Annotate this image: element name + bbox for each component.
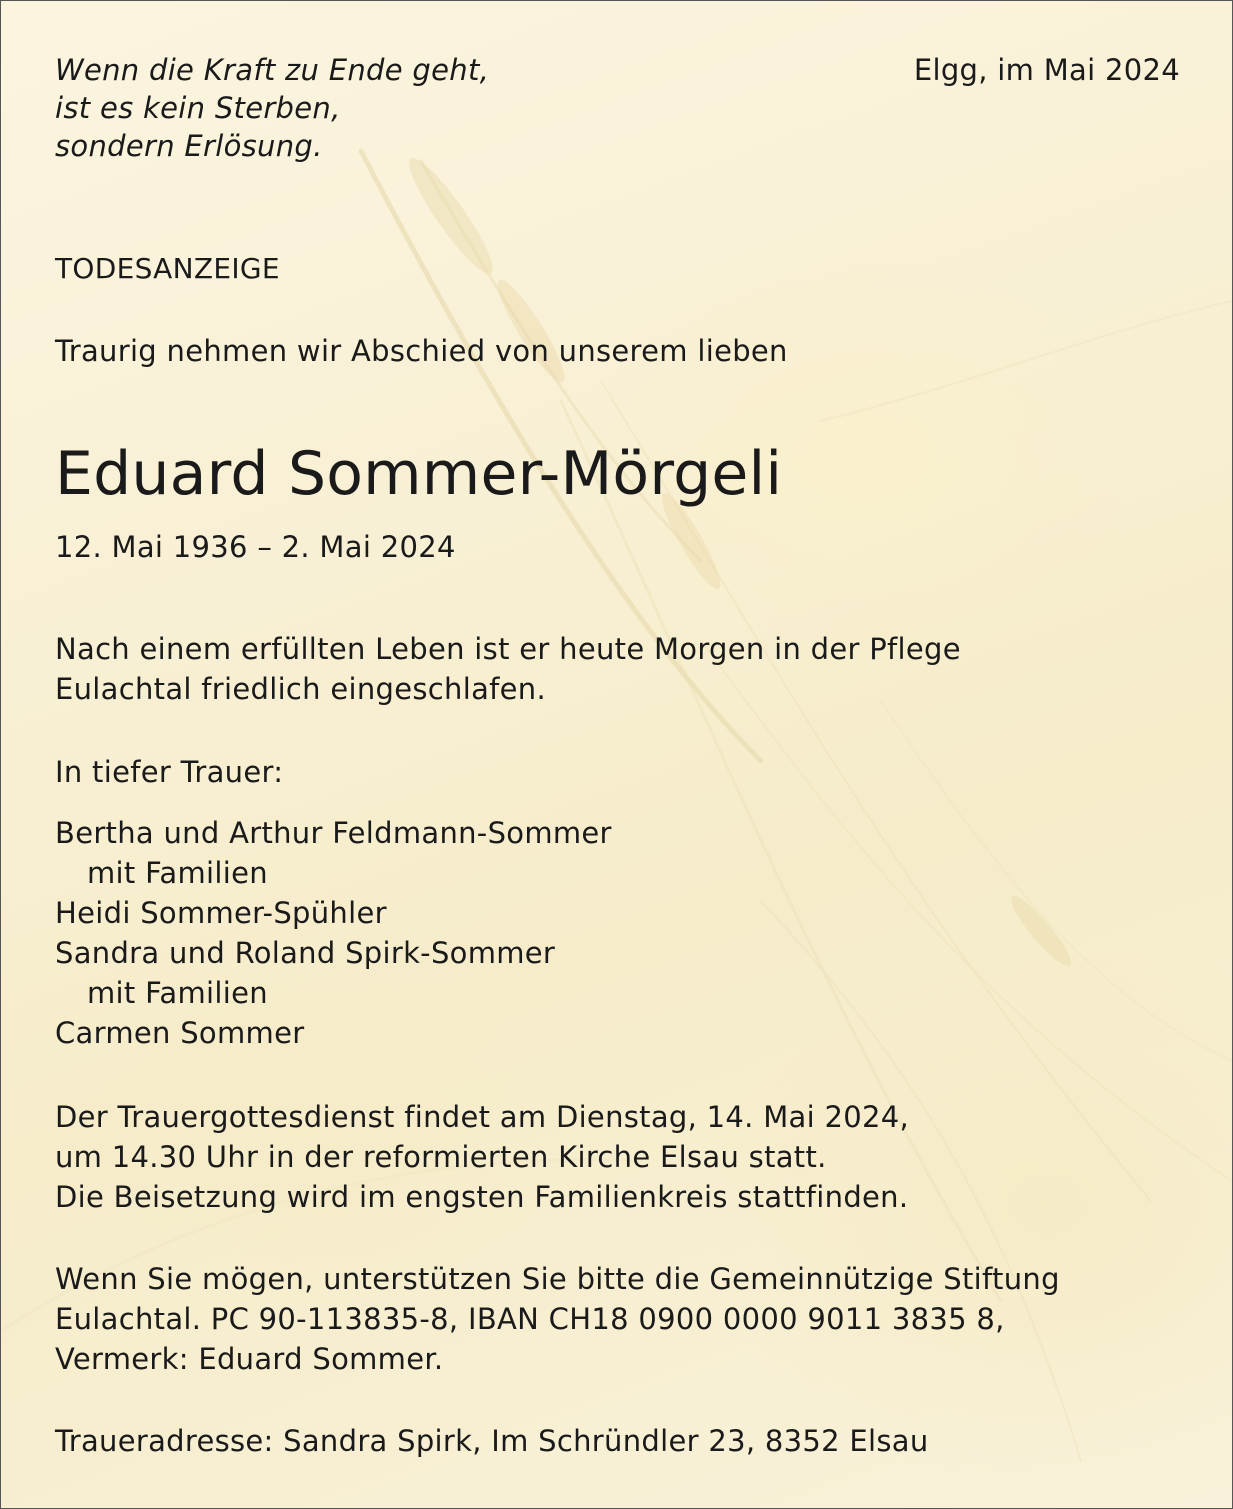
funeral-service-info [55, 1097, 909, 1217]
life-dates: 12. Mai 1936 – 2. Mai 2024 [55, 530, 456, 564]
motto-line: ist es kein Sterben, [55, 91, 341, 125]
motto-line: sondern Erlösung. [55, 129, 323, 163]
notice-heading: TODESANZEIGE [55, 252, 280, 285]
service-line: Der Trauergottesdienst findet am Dienstag, 14. Mai 2024, [55, 1100, 909, 1134]
motto-quote [55, 51, 489, 165]
notice-line: Nach einem erfüllten Leben ist er heute Morgen in der Pflege [55, 632, 961, 666]
donation-line: Vermerk: Eduard Sommer. [55, 1342, 444, 1376]
service-line: Die Beisetzung wird im engsten Familienkreis stattfinden. [55, 1180, 909, 1214]
motto-line: Wenn die Kraft zu Ende geht, [55, 53, 490, 87]
notice-line: Eulachtal friedlich eingeschlafen. [55, 672, 547, 706]
donation-line: Wenn Sie mögen, unterstützen Sie bitte die Gemeinnützige Stiftung [55, 1262, 1060, 1296]
donation-line: Eulachtal. PC 90-113835-8, IBAN CH18 0900 0000 9011 3835 8, [55, 1302, 1005, 1336]
mourning-label: In tiefer Trauer: [55, 755, 284, 789]
intro-text: Traurig nehmen wir Abschied von unserem lieben [55, 334, 788, 368]
deceased-name: Eduard Sommer-Mörgeli [55, 439, 783, 509]
mourner-entry: Carmen Sommer [55, 1016, 305, 1050]
mourner-entry: mit Familien [87, 976, 268, 1010]
mourners-list [55, 813, 612, 1053]
donation-info [55, 1259, 1060, 1379]
mourner-entry: mit Familien [87, 856, 268, 890]
service-line: um 14.30 Uhr in der reformierten Kirche Elsau statt. [55, 1140, 827, 1174]
mourner-entry: Sandra und Roland Spirk-Sommer [55, 936, 556, 970]
mourning-address: Traueradresse: Sandra Spirk, Im Schründler 23, 8352 Elsau [55, 1424, 929, 1458]
mourner-entry: Bertha und Arthur Feldmann-Sommer [55, 816, 612, 850]
place-date: Elgg, im Mai 2024 [913, 53, 1180, 87]
death-notice-text [55, 629, 961, 709]
mourner-entry: Heidi Sommer-Spühler [55, 896, 387, 930]
